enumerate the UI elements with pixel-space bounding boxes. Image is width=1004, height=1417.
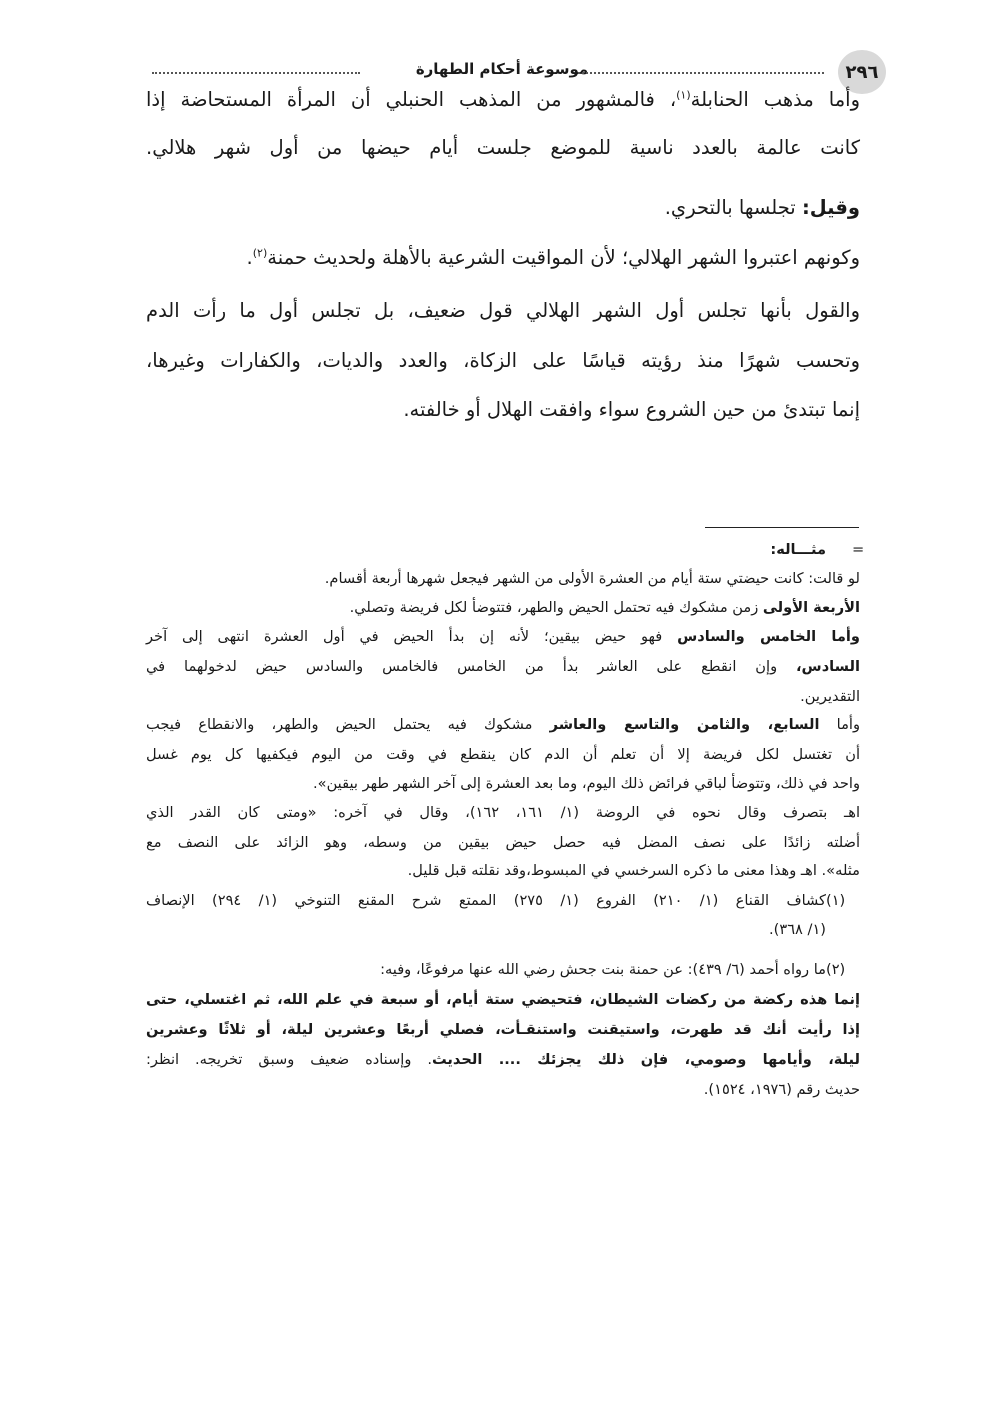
footnote-number: (٢)	[826, 961, 846, 978]
footnote-line	[146, 716, 860, 733]
footnote-line	[146, 862, 860, 879]
footnote-continuation-marker: =	[852, 541, 865, 558]
footnote-line	[146, 991, 860, 1008]
text-run: لو قالت: كانت حيضتي ستة أيام من العشرة الأولى من الشهر فيجعل شهرها أربعة أقسام.	[324, 570, 860, 587]
text-run: مشكوك فيه يحتمل الحيض والطهر، والانقطاع فيجب	[146, 716, 550, 733]
text-run: (١/ ٣٦٨).	[769, 921, 826, 938]
paragraph-line	[146, 88, 860, 111]
footnote-line	[146, 961, 826, 978]
text-run: وأما مذهب الحنابلة	[690, 88, 860, 111]
footnote-line	[146, 892, 826, 909]
paragraph-line	[146, 136, 860, 159]
text-run: فهو حيض بيقين؛ لأنه إن بدأ الحيض في أول العشرة انتهى إلى آخر	[146, 628, 678, 645]
footnote-line	[146, 570, 860, 587]
header-dotted-leader-right	[578, 72, 824, 74]
text-run: والقول بأنها تجلس أول الشهر الهلالي قول ضعيف، بل تجلس أول ما رأت الدم	[146, 299, 860, 322]
footnote-reference[interactable]: (٢)	[252, 246, 268, 260]
text-run: أن تغتسل لكل فريضة إلا أن تعلم أن الدم كان ينقطع في وقت من اليوم فيكفيها كل يوم غسل	[146, 746, 860, 763]
text-run: زمن مشكوك فيه تحتمل الحيض والطهر، فتتوضأ لكل فريضة وتصلي.	[349, 599, 763, 616]
paragraph-line	[146, 299, 860, 322]
text-run: اهـ بتصرف وقال نحوه في الروضة (١/ ١٦١، ١٦٢)، وقال في آخره: «ومتى كان القدر الذي	[146, 804, 860, 821]
footnote-line	[146, 1021, 860, 1038]
text-run: واحد في ذلك، وتتوضأ لباقي فرائض ذلك اليوم، وما بعد العشرة إلى آخر الشهر طهر بيقين».	[313, 775, 860, 792]
text-run: وتحسب شهرًا منذ رؤيته قياسًا على الزكاة، والعدد والديات، والكفارات وغيرها،	[146, 349, 860, 372]
text-run: كانت عالمة بالعدد ناسية للموضع جلست أيام حيضها من أول شهر هلالي.	[146, 136, 860, 159]
text-run: كشاف القناع (١/ ٢١٠) الفروع (١/ ٢٧٥) الممتع شرح المقنع التنوخي (١/ ٢٩٤) الإنصاف	[146, 892, 826, 909]
paragraph-line	[146, 246, 860, 269]
text-run: . وإسناده ضعيف وسبق تخريجه. انظر:	[146, 1051, 432, 1068]
footnote-line	[146, 1081, 860, 1098]
text-run: أضلته زائدًا على نصف المضل فيه حصل حيض بيقين من وسطه، وهو الزائد على النصف مع	[146, 834, 860, 851]
bold-text: وأما الخامس والسادس	[677, 628, 861, 645]
footnote-line	[146, 775, 860, 792]
text-run: وأما	[819, 716, 860, 733]
running-title	[0, 60, 1004, 78]
bold-text: السادس،	[796, 658, 860, 675]
footnote-separator	[705, 527, 859, 528]
bold-text: السابع، والثامن والتاسع والعاشر	[549, 716, 820, 733]
footnote-line	[146, 804, 860, 821]
footnote-line	[146, 921, 826, 938]
footnote-line	[112, 541, 826, 558]
bold-text: مثـــاله:	[770, 541, 826, 558]
bold-text: إنما هذه ركضة من ركضات الشيطان، فتحيضي ستة أيام، أو سبعة في علم الله، ثم اغتسلي، حتى	[146, 991, 860, 1008]
bold-text: وقيل:	[801, 196, 860, 219]
footnote-line	[146, 834, 860, 851]
bold-text: ليلة، وأيامها وصومي، فإن ذلك يجزئك .... الحديث	[431, 1051, 860, 1068]
text-run: ما رواه أحمد (٦/ ٤٣٩): عن حمنة بنت جحش رضي الله عنها مرفوعًا، وفيه:	[380, 961, 826, 978]
footnote-line	[146, 688, 860, 705]
text-run: ، فالمشهور من المذهب الحنبلي أن المرأة المستحاضة إذا	[146, 88, 677, 111]
footnote-reference[interactable]: (١)	[676, 88, 691, 102]
paragraph-line	[146, 398, 860, 421]
bold-text: إذا رأيت أنك قد طهرت، واستيقنت واستنقـأت، فصلي أربعًا وعشرين ليلة، أو ثلاثًا وعشرين	[146, 1021, 860, 1038]
page-number: ٢٩٦	[838, 50, 886, 94]
bold-text: الأربعة الأولى	[762, 599, 860, 616]
footnote-line	[146, 658, 860, 675]
footnote-line	[146, 746, 860, 763]
text-run: وإن انقطع على العاشر بدأ من الخامس فالخامس والسادس حيض لدخولهما في	[146, 658, 797, 675]
text-run: .	[246, 246, 253, 269]
footnote-line	[146, 599, 860, 616]
text-run: إنما تبتدئ من حين الشروع سواء وافقت الهلال أو خالفته.	[403, 398, 860, 421]
paragraph-line	[146, 349, 860, 372]
text-run: التقديرين.	[800, 688, 860, 705]
text-run: مثله». اهـ وهذا معنى ما ذكره السرخسي في المبسوط،وقد نقلته قبل قليل.	[407, 862, 860, 879]
text-run: تجلسها بالتحري.	[664, 196, 802, 219]
footnote-number: (١)	[826, 892, 846, 909]
footnote-line	[146, 1051, 860, 1068]
text-run: وكونهم اعتبروا الشهر الهلالي؛ لأن المواقيت الشرعية بالأهلة ولحديث حمنة	[267, 246, 860, 269]
running-title-text: موسوعة أحكام الطهارة	[415, 60, 589, 78]
paragraph-line	[146, 196, 860, 219]
text-run: حديث رقم (١٩٧٦، ١٥٢٤).	[703, 1081, 860, 1098]
footnote-line	[146, 628, 860, 645]
